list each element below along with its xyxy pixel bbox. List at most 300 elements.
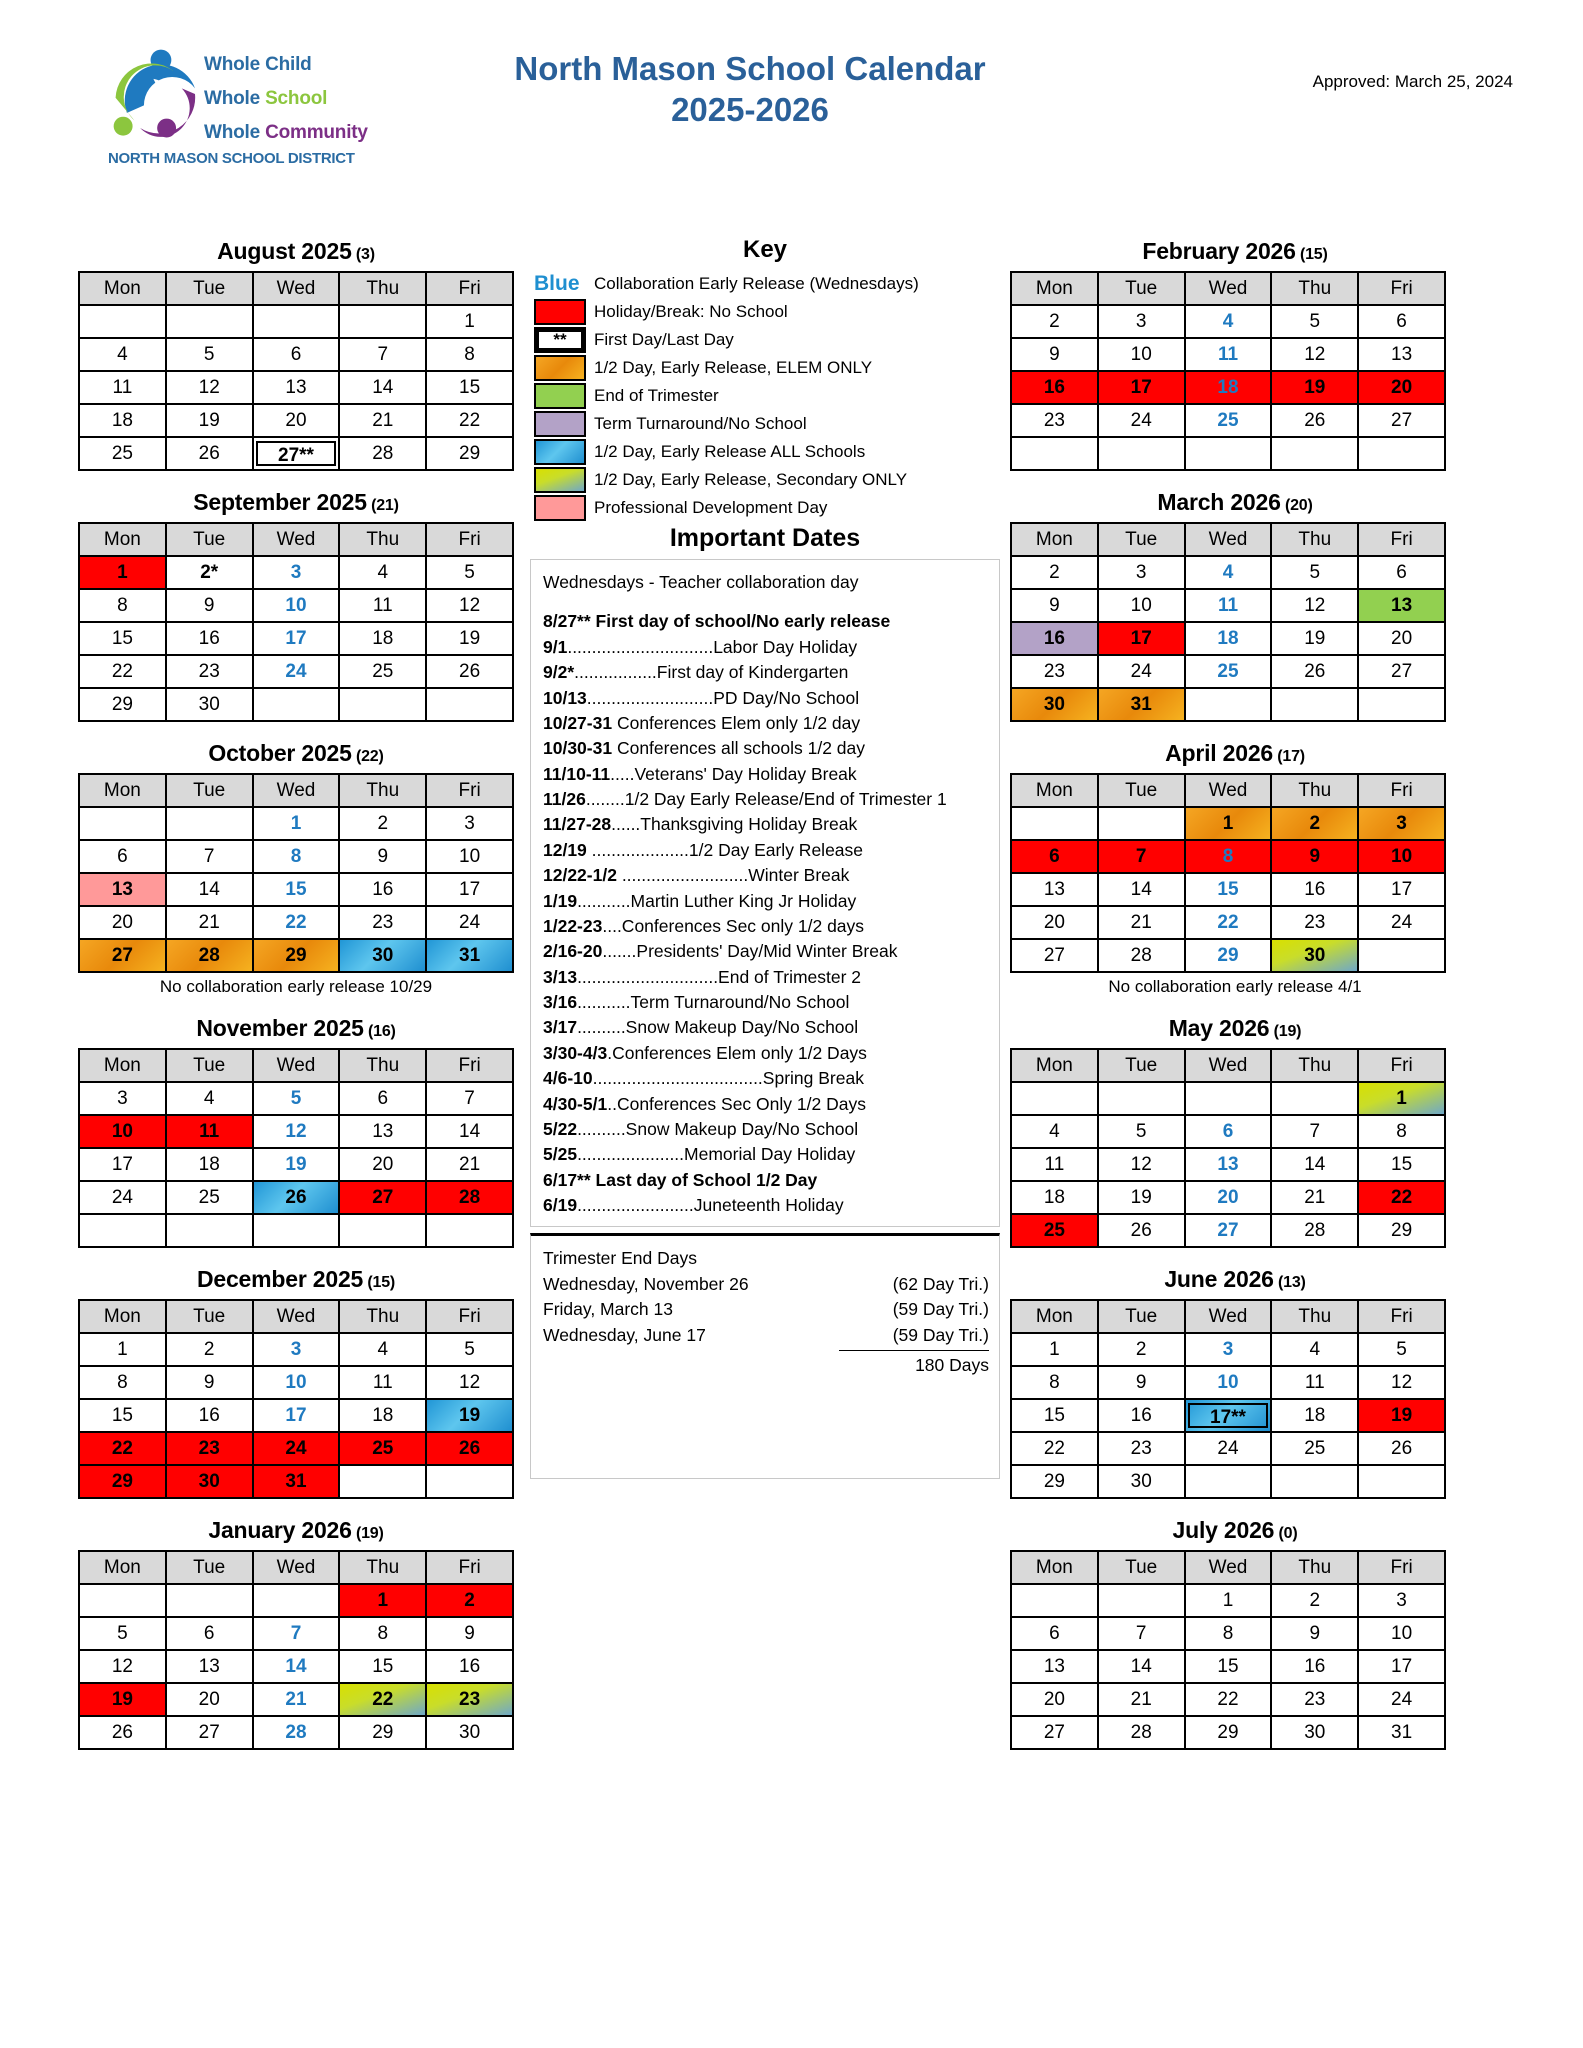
week-row [1011,1650,1445,1683]
day-cell[interactable]: 26 [1098,1214,1185,1247]
day-cell[interactable]: 30 [1098,1465,1185,1498]
day-cell[interactable]: 12 [1271,338,1358,371]
day-cell[interactable]: 5 [426,1333,513,1366]
day-cell[interactable]: 27 [1358,655,1445,688]
weekday-header: Fri [1358,1300,1445,1333]
day-cell[interactable]: 3 [426,807,513,840]
day-cell[interactable]: 31 [1358,1716,1445,1749]
day-cell[interactable]: 2 [426,1584,513,1617]
day-cell[interactable]: 15 [1185,1650,1272,1683]
day-cell[interactable]: 12 [1358,1366,1445,1399]
day-cell[interactable]: 23 [1011,404,1098,437]
day-cell[interactable]: 7 [253,1617,340,1650]
day-cell[interactable]: 24 [426,906,513,939]
day-cell[interactable]: 18 [1271,1399,1358,1432]
day-cell[interactable]: 1 [1358,1082,1445,1115]
month-name: June 2026 [1164,1266,1274,1292]
trimester-rows [543,1272,989,1348]
day-cell[interactable]: 23 [426,1683,513,1716]
day-cell[interactable]: 4 [1271,1333,1358,1366]
day-cell[interactable]: 3 [79,1082,166,1115]
day-cell[interactable]: 12 [426,1366,513,1399]
day-cell[interactable]: 3 [1358,807,1445,840]
day-cell[interactable]: 18 [1011,1181,1098,1214]
day-cell[interactable]: 27 [79,939,166,972]
week-row [1011,1082,1445,1115]
day-cell[interactable]: 12 [253,1115,340,1148]
day-cell[interactable]: 1 [1011,1333,1098,1366]
day-cell[interactable]: 22 [1011,1432,1098,1465]
month-title [1010,228,1460,271]
day-cell[interactable]: 30 [426,1716,513,1749]
day-cell[interactable]: 20 [166,1683,253,1716]
day-cell[interactable]: 16 [1271,873,1358,906]
day-cell[interactable]: 8 [79,589,166,622]
day-cell[interactable]: 5 [1271,556,1358,589]
day-cell[interactable]: 26 [1358,1432,1445,1465]
day-cell[interactable]: 2* [166,556,253,589]
day-cell[interactable]: 29 [1358,1214,1445,1247]
day-cell[interactable]: 11 [166,1115,253,1148]
title-line-2: 2025-2026 [671,91,829,129]
day-cell[interactable]: 30 [339,939,426,972]
important-date-line [543,609,989,634]
week-row [79,873,513,906]
day-cell[interactable]: 2 [1271,1584,1358,1617]
day-cell[interactable]: 2 [339,807,426,840]
day-cell[interactable]: 15 [253,873,340,906]
day-cell[interactable]: 24 [1098,655,1185,688]
day-cell[interactable]: 18 [166,1148,253,1181]
day-cell[interactable]: 5 [79,1617,166,1650]
day-cell[interactable]: 16 [339,873,426,906]
day-cell[interactable]: 4 [339,556,426,589]
day-cell[interactable]: 13 [1358,338,1445,371]
day-cell[interactable]: 10 [1185,1366,1272,1399]
day-cell[interactable]: 11 [1011,1148,1098,1181]
day-cell[interactable]: 27 [339,1181,426,1214]
day-cell[interactable]: 22 [426,404,513,437]
key-row [534,382,1000,410]
day-cell[interactable]: 11 [339,1366,426,1399]
day-cell[interactable]: 30 [1271,939,1358,972]
day-cell[interactable]: 15 [1185,873,1272,906]
day-cell[interactable]: 13 [79,873,166,906]
day-cell[interactable]: 17 [1358,1650,1445,1683]
day-cell[interactable]: 21 [1098,1683,1185,1716]
day-cell[interactable]: 24 [253,1432,340,1465]
day-cell[interactable]: 20 [1358,622,1445,655]
day-cell[interactable]: 18 [339,1399,426,1432]
day-cell[interactable]: 1 [1185,1584,1272,1617]
day-cell[interactable]: 4 [339,1333,426,1366]
day-cell[interactable]: 22 [1185,1683,1272,1716]
day-cell[interactable]: 30 [166,1465,253,1498]
day-cell[interactable]: 27 [166,1716,253,1749]
day-cell[interactable]: 24 [1358,906,1445,939]
day-cell[interactable]: 2 [1011,556,1098,589]
day-cell[interactable]: 2 [1271,807,1358,840]
day-cell[interactable]: 27 [1185,1214,1272,1247]
day-cell[interactable]: 29 [1011,1465,1098,1498]
day-cell[interactable]: 5 [426,556,513,589]
day-cell[interactable]: 14 [1271,1148,1358,1181]
day-cell[interactable]: 4 [1185,305,1272,338]
day-cell[interactable]: 16 [1011,622,1098,655]
day-cell[interactable]: 23 [166,655,253,688]
day-cell[interactable]: 9 [1271,840,1358,873]
weekday-header: Wed [1185,1551,1272,1584]
day-cell[interactable]: 7 [1098,840,1185,873]
weekday-header: Wed [253,272,340,305]
month-table [1010,1550,1446,1750]
day-cell[interactable]: 8 [1358,1115,1445,1148]
day-cell[interactable]: 7 [166,840,253,873]
day-cell[interactable]: 6 [1011,840,1098,873]
day-cell[interactable]: 30 [166,688,253,721]
day-cell[interactable]: 20 [1011,1683,1098,1716]
day-cell[interactable]: 6 [253,338,340,371]
day-cell[interactable]: 7 [426,1082,513,1115]
day-cell[interactable]: 25 [339,655,426,688]
empty-day-cell [1271,437,1358,470]
day-cell[interactable]: 8 [253,840,340,873]
week-row [1011,338,1445,371]
day-cell[interactable]: 19 [166,404,253,437]
day-cell[interactable]: 25 [1185,655,1272,688]
day-cell[interactable]: 21 [253,1683,340,1716]
day-cell[interactable]: 19 [79,1683,166,1716]
day-cell[interactable]: 5 [166,338,253,371]
day-cell[interactable]: 23 [1011,655,1098,688]
day-cell[interactable]: 1 [339,1584,426,1617]
day-cell[interactable]: 7 [1271,1115,1358,1148]
day-cell[interactable]: 4 [79,338,166,371]
day-cell[interactable]: 10 [1098,338,1185,371]
day-cell[interactable]: 23 [1098,1432,1185,1465]
day-cell[interactable]: 3 [1098,305,1185,338]
day-cell[interactable]: 22 [79,655,166,688]
day-cell[interactable]: 13 [1185,1148,1272,1181]
day-cell[interactable]: 10 [426,840,513,873]
day-cell[interactable]: 26 [79,1716,166,1749]
day-cell[interactable]: 21 [1098,906,1185,939]
day-cell[interactable]: 30 [1011,688,1098,721]
day-cell[interactable]: 19 [1358,1399,1445,1432]
important-date-key: 11/10-11 [543,763,611,784]
week-row [79,1082,513,1115]
weekday-header-row [1011,272,1445,305]
day-cell[interactable]: 10 [1358,1617,1445,1650]
day-cell[interactable]: 23 [1271,906,1358,939]
day-cell[interactable]: 13 [166,1650,253,1683]
weekday-header: Thu [339,523,426,556]
day-cell[interactable]: 24 [1358,1683,1445,1716]
day-cell[interactable]: 9 [166,1366,253,1399]
day-cell[interactable]: 14 [166,873,253,906]
day-cell[interactable]: 19 [1271,371,1358,404]
weekday-header-row [79,523,513,556]
empty-day-cell [79,305,166,338]
day-cell[interactable]: 7 [1098,1617,1185,1650]
day-cell[interactable]: 2 [1098,1333,1185,1366]
day-cell[interactable]: 5 [1098,1115,1185,1148]
day-cell[interactable]: 4 [1185,556,1272,589]
day-cell[interactable]: 20 [1358,371,1445,404]
day-cell[interactable]: 26 [1271,404,1358,437]
day-cell[interactable]: 17 [1358,873,1445,906]
day-cell[interactable]: 22 [1358,1181,1445,1214]
day-cell[interactable]: 9 [1098,1366,1185,1399]
day-cell[interactable]: 2 [166,1333,253,1366]
day-cell[interactable]: 16 [166,622,253,655]
day-cell[interactable]: 22 [253,906,340,939]
day-cell[interactable]: 4 [1011,1115,1098,1148]
week-row [1011,1617,1445,1650]
day-cell[interactable]: 4 [166,1082,253,1115]
day-cell[interactable]: 28 [1098,1716,1185,1749]
day-cell[interactable]: 10 [79,1115,166,1148]
day-cell[interactable]: 25 [339,1432,426,1465]
day-cell[interactable]: 16 [426,1650,513,1683]
weekday-header: Thu [339,774,426,807]
day-cell[interactable]: 9 [166,589,253,622]
day-cell[interactable]: 19 [253,1148,340,1181]
day-cell[interactable]: 12 [426,589,513,622]
day-cell[interactable]: 6 [79,840,166,873]
day-cell[interactable]: 13 [1011,1650,1098,1683]
day-cell[interactable]: 28 [1098,939,1185,972]
day-cell[interactable]: 31 [426,939,513,972]
day-cell[interactable]: 11 [79,371,166,404]
day-cell[interactable]: 15 [1358,1148,1445,1181]
day-cell[interactable]: 9 [426,1617,513,1650]
day-cell[interactable] [1185,1399,1272,1432]
day-cell[interactable]: 6 [339,1082,426,1115]
day-cell[interactable]: 19 [1098,1181,1185,1214]
important-date-key: 12/22-1/2 [543,865,617,886]
day-cell[interactable]: 25 [1271,1432,1358,1465]
day-cell[interactable]: 27 [1011,939,1098,972]
day-cell[interactable]: 18 [339,622,426,655]
day-cell[interactable]: 9 [339,840,426,873]
day-cell[interactable]: 3 [253,1333,340,1366]
day-cell[interactable]: 19 [1271,622,1358,655]
day-cell[interactable]: 20 [79,906,166,939]
day-cell[interactable]: 30 [1271,1716,1358,1749]
day-cell[interactable]: 14 [253,1650,340,1683]
day-cell[interactable]: 8 [339,1617,426,1650]
day-cell[interactable]: 1 [1185,807,1272,840]
day-cell[interactable]: 26 [253,1181,340,1214]
day-cell[interactable]: 12 [79,1650,166,1683]
week-row [79,1115,513,1148]
day-cell[interactable]: 26 [1271,655,1358,688]
important-date-desc: .......Presidents' Day/Mid Winter Break [602,941,898,962]
day-cell[interactable]: 8 [1185,1617,1272,1650]
day-cell[interactable]: 6 [1358,556,1445,589]
day-cell[interactable]: 14 [1098,1650,1185,1683]
day-cell[interactable]: 21 [166,906,253,939]
day-cell[interactable]: 28 [1271,1214,1358,1247]
day-cell[interactable]: 23 [166,1432,253,1465]
day-cell[interactable]: 28 [253,1716,340,1749]
important-date-desc: .............................End of Trimester 2 [577,966,862,987]
day-cell[interactable]: 16 [1271,1650,1358,1683]
day-cell[interactable]: 2 [1011,305,1098,338]
day-cell[interactable]: 18 [1185,622,1272,655]
day-cell[interactable]: 14 [1098,873,1185,906]
day-cell[interactable]: 11 [339,589,426,622]
day-cell[interactable]: 6 [1185,1115,1272,1148]
day-cell[interactable]: 5 [1358,1333,1445,1366]
important-date-desc: .Conferences Elem only 1/2 Days [607,1042,867,1063]
day-cell[interactable]: 14 [426,1115,513,1148]
day-cell[interactable]: 16 [1011,371,1098,404]
day-cell[interactable]: 26 [166,437,253,470]
day-cell[interactable]: 17 [426,873,513,906]
day-cell[interactable]: 29 [79,688,166,721]
day-cell[interactable]: 21 [339,404,426,437]
important-date-line [543,812,989,837]
day-cell[interactable]: 13 [1011,873,1098,906]
day-cell[interactable]: 25 [166,1181,253,1214]
day-cell[interactable]: 3 [253,556,340,589]
day-cell[interactable]: 9 [1011,589,1098,622]
day-cell[interactable]: 26 [426,655,513,688]
important-date-desc: ....Conferences Sec only 1/2 days [602,915,865,936]
day-cell[interactable]: 29 [253,939,340,972]
day-cell[interactable]: 31 [1098,688,1185,721]
day-cell[interactable]: 8 [1011,1366,1098,1399]
day-cell[interactable]: 17 [1098,622,1185,655]
day-cell[interactable]: 23 [1271,1683,1358,1716]
day-cell[interactable]: 21 [1271,1181,1358,1214]
day-cell[interactable]: 8 [79,1366,166,1399]
day-cell[interactable]: 25 [79,437,166,470]
day-cell[interactable]: 16 [1098,1399,1185,1432]
day-cell[interactable]: 29 [339,1716,426,1749]
day-cell[interactable]: 10 [1098,589,1185,622]
day-cell[interactable]: 29 [426,437,513,470]
day-cell[interactable]: 20 [1185,1181,1272,1214]
day-cell[interactable]: 18 [79,404,166,437]
day-cell[interactable]: 15 [1011,1399,1098,1432]
day-cell[interactable]: 6 [1011,1617,1098,1650]
day-cell[interactable]: 23 [339,906,426,939]
day-cell[interactable]: 15 [426,371,513,404]
weekday-header-row [79,1551,513,1584]
week-row [1011,1432,1445,1465]
day-cell[interactable]: 18 [1185,371,1272,404]
day-cell[interactable]: 6 [166,1617,253,1650]
week-row [1011,840,1445,873]
day-cell[interactable]: 24 [79,1181,166,1214]
day-cell[interactable]: 25 [1185,404,1272,437]
day-cell[interactable]: 15 [79,1399,166,1432]
day-cell[interactable]: 5 [253,1082,340,1115]
day-cell[interactable]: 22 [1185,906,1272,939]
day-cell[interactable]: 9 [1011,338,1098,371]
day-cell[interactable]: 13 [339,1115,426,1148]
day-cell[interactable]: 13 [253,371,340,404]
day-cell[interactable]: 9 [1271,1617,1358,1650]
day-cell[interactable]: 19 [426,1399,513,1432]
day-cell[interactable]: 27 [1358,404,1445,437]
day-cell[interactable]: 8 [426,338,513,371]
day-cell[interactable]: 16 [166,1399,253,1432]
day-cell[interactable]: 7 [339,338,426,371]
day-cell[interactable]: 20 [339,1148,426,1181]
weekday-header: Mon [1011,1049,1098,1082]
day-cell[interactable]: 24 [1185,1432,1272,1465]
month-day-count: (13) [1273,1274,1306,1291]
day-cell[interactable]: 29 [79,1465,166,1498]
day-cell[interactable]: 15 [79,622,166,655]
day-cell[interactable]: 13 [1358,589,1445,622]
day-cell[interactable]: 31 [253,1465,340,1498]
weekday-header: Mon [79,1551,166,1584]
day-cell[interactable]: 21 [426,1148,513,1181]
day-cell[interactable]: 3 [1358,1584,1445,1617]
day-cell[interactable]: 29 [1185,939,1272,972]
day-cell[interactable]: 20 [1011,906,1098,939]
day-cell[interactable]: 25 [1011,1214,1098,1247]
week-row [1011,1399,1445,1432]
day-cell[interactable]: 15 [339,1650,426,1683]
day-cell[interactable]: 5 [1271,305,1358,338]
day-cell[interactable]: 17 [79,1148,166,1181]
day-cell[interactable]: 6 [1358,305,1445,338]
day-cell[interactable]: 24 [253,655,340,688]
day-cell[interactable]: 29 [1185,1716,1272,1749]
empty-day-cell [1185,688,1272,721]
day-cell[interactable]: 17 [1098,371,1185,404]
day-cell[interactable]: 10 [253,589,340,622]
day-cell[interactable]: 12 [166,371,253,404]
day-cell[interactable]: 19 [426,622,513,655]
day-cell[interactable]: 28 [166,939,253,972]
day-cell[interactable]: 11 [1185,338,1272,371]
day-cell[interactable]: 12 [1098,1148,1185,1181]
day-cell[interactable]: 24 [1098,404,1185,437]
day-cell[interactable]: 10 [253,1366,340,1399]
day-cell[interactable]: 11 [1185,589,1272,622]
day-cell[interactable]: 10 [1358,840,1445,873]
day-cell[interactable]: 8 [1185,840,1272,873]
day-cell[interactable]: 1 [79,1333,166,1366]
day-cell[interactable]: 28 [339,437,426,470]
day-cell[interactable]: 22 [339,1683,426,1716]
day-cell[interactable]: 3 [1098,556,1185,589]
day-cell[interactable] [253,437,340,470]
day-cell[interactable]: 27 [1011,1716,1098,1749]
day-cell[interactable]: 12 [1271,589,1358,622]
day-cell[interactable]: 17 [253,622,340,655]
day-cell[interactable]: 28 [426,1181,513,1214]
day-cell[interactable]: 14 [339,371,426,404]
day-cell[interactable]: 1 [253,807,340,840]
day-cell[interactable]: 3 [1185,1333,1272,1366]
asterisk-marker: ** [537,330,583,350]
day-cell[interactable]: 26 [426,1432,513,1465]
day-cell[interactable]: 20 [253,404,340,437]
day-cell[interactable]: 17 [253,1399,340,1432]
day-cell[interactable]: 1 [426,305,513,338]
day-cell[interactable]: 22 [79,1432,166,1465]
day-cell[interactable]: 11 [1271,1366,1358,1399]
day-cell[interactable]: 1 [79,556,166,589]
